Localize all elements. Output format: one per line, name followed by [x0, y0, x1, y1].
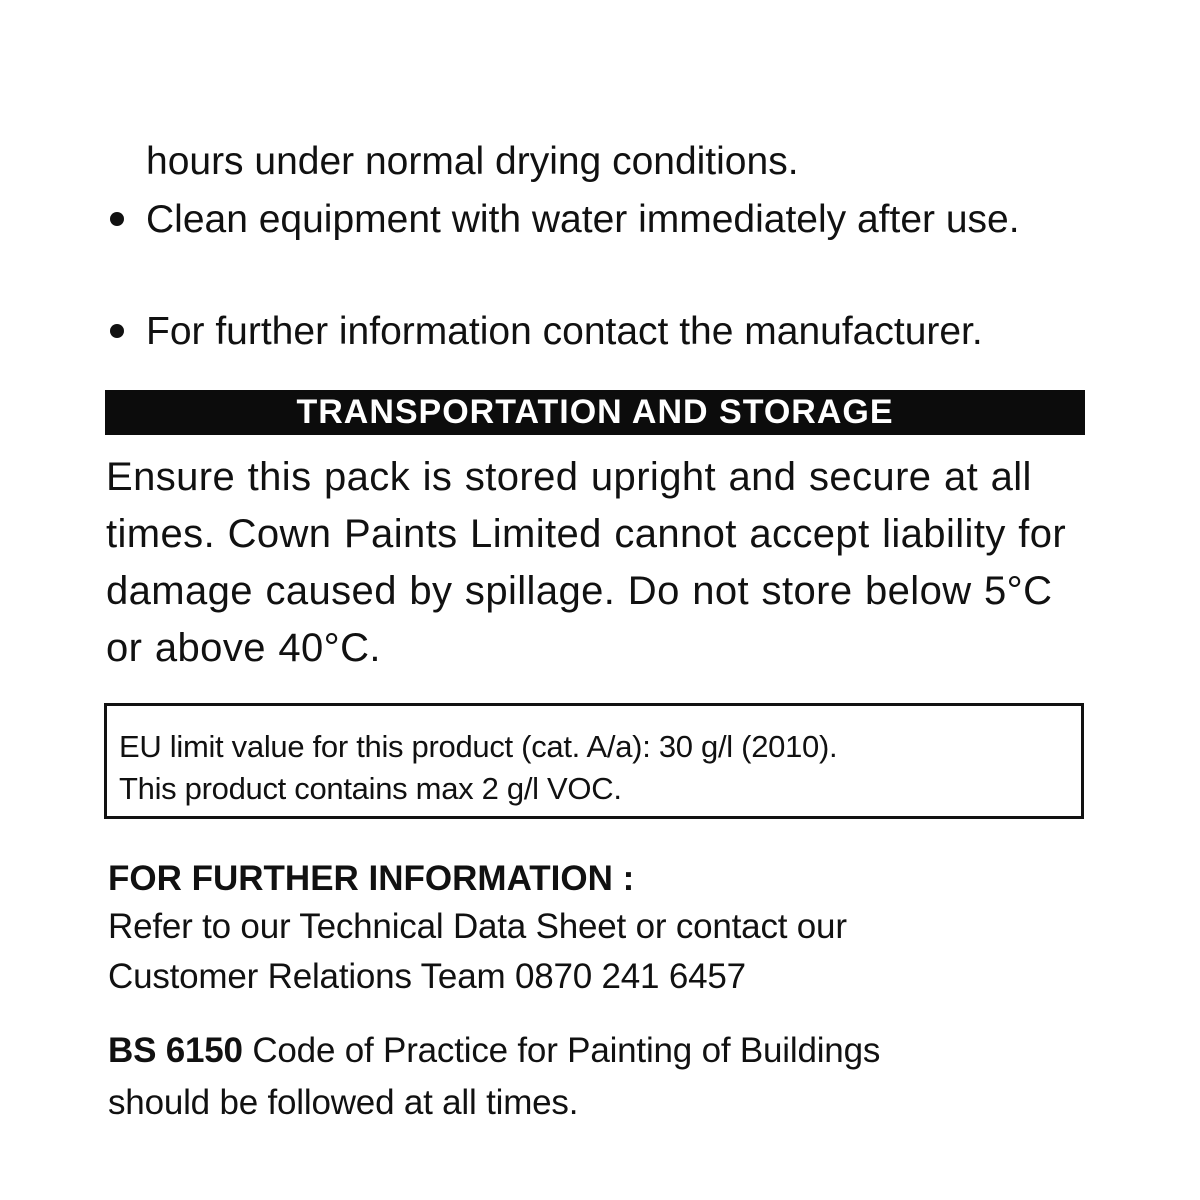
clean-equipment-text: Clean equipment with water immediately after use.: [146, 198, 1020, 241]
bullet-dot-icon: [110, 324, 124, 338]
technical-data-sheet-text: Refer to our Technical Data Sheet or contact our: [108, 907, 847, 946]
further-info-heading: FOR FURTHER INFORMATION :: [108, 859, 635, 898]
standard-instruction-text: should be followed at all times.: [108, 1083, 579, 1122]
bullet-item: [106, 304, 1096, 360]
standard-code: BS 6150: [108, 1031, 243, 1070]
standard-statement: [108, 1025, 1068, 1129]
bullet-item: [106, 192, 1096, 304]
customer-relations-text: Customer Relations Team 0870 241 6457: [108, 957, 746, 996]
voc-content-text: This product contains max 2 g/l VOC.: [119, 771, 622, 806]
drying-conditions-text: hours under normal drying conditions.: [146, 140, 799, 183]
standard-line: [108, 1025, 1068, 1077]
contact-manufacturer-text: For further information contact the manufacturer.: [146, 310, 983, 353]
storage-paragraph: Ensure this pack is stored upright and secure at all times. Cown Paints Limited cannot accept liability for damage caused by spillage. Do not store below 5°C or above 40°C.: [106, 455, 1067, 670]
further-info-text: [108, 902, 1068, 1002]
bullet-dot-icon: [110, 212, 124, 226]
eu-limit-text: EU limit value for this product (cat. A/a): 30 g/l (2010).: [119, 729, 838, 764]
voc-notice-box: [104, 703, 1084, 819]
transport-storage-heading: TRANSPORTATION AND STORAGE: [105, 390, 1085, 435]
standard-title: Code of Practice for Painting of Buildings: [252, 1031, 881, 1070]
